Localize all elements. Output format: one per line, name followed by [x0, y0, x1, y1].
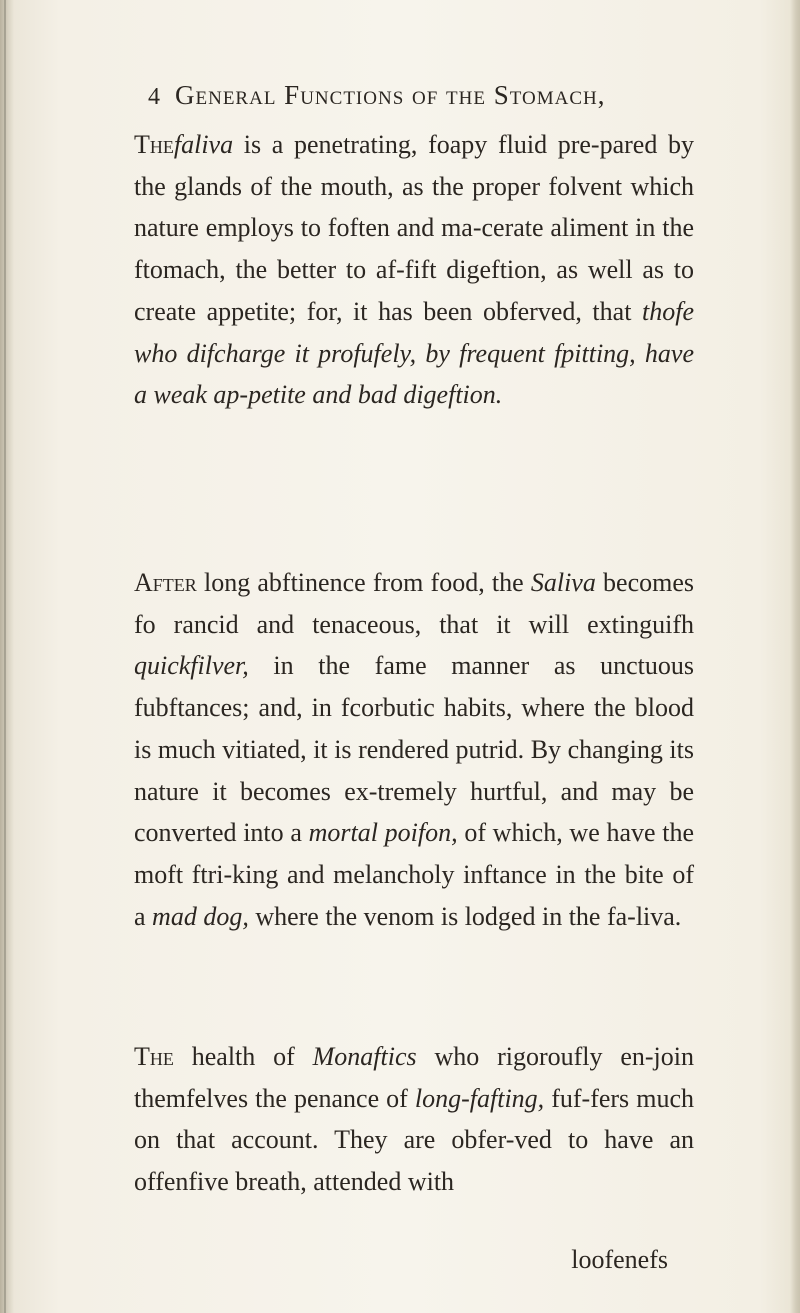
page-right-edge [790, 0, 800, 1313]
italic-term: faliva [173, 130, 234, 159]
italic-term: long-fafting, [414, 1083, 545, 1113]
paragraph-text: in the fame manner as unctuous fubftances; and, in fcorbutic habits, where the blood is much vitiated, it is rendered putrid. By changing its nature it becomes ex-tremely hurtful, and may be converted into a [134, 651, 694, 848]
paragraph-saliva-definition [112, 124, 694, 416]
italic-term: Saliva [530, 568, 596, 597]
italic-quote: thofe who difcharge it profufely, by frequent fpitting, have a weak ap-petite and bad digeftion. [134, 296, 694, 410]
paragraph-text: who rigoroufly en-join themfelves the penance of [134, 1042, 695, 1113]
page-binding-edge [0, 0, 14, 1313]
catchword: loofenefs [571, 1245, 668, 1274]
paragraph-text: health of [173, 1042, 313, 1071]
paragraph-text: fuf-fers much on that account. They are obfer-ved to have an offenfive breath, attended with [134, 1083, 694, 1197]
running-header [148, 80, 748, 111]
italic-term: mad dog, [152, 901, 249, 931]
paragraph-text: where the venom is lodged in the fa-liva. [248, 901, 682, 931]
paragraph-lead: The [134, 1042, 174, 1071]
paragraph-text: of which, we have the moft ftri-king and melancholy inftance in the bite of a [134, 818, 694, 931]
paragraph-monastics [112, 1036, 694, 1203]
page-number: 4 [148, 84, 161, 110]
binding-line [4, 0, 6, 1313]
paragraph-lead: The [134, 130, 174, 159]
paragraph-text: is a penetrating, foapy fluid pre-pared by the glands of the mouth, as the proper folvent which nature employs to foften and ma-cerate aliment in the ftomach, the better to af-fift digeftion, as well as to create appetite; for, it has been obferved, that [134, 130, 694, 326]
running-title: General Functions of the Stomach, [175, 80, 606, 110]
paragraph-text: long abftinence from food, the [196, 568, 531, 597]
paragraph-text: becomes fo rancid and tenaceous, that it will extinguifh [134, 568, 695, 639]
italic-term: quickfilver, [134, 651, 249, 681]
italic-term: Monaftics [312, 1042, 417, 1071]
paragraph-abstinence [112, 562, 694, 937]
paragraph-lead: After [134, 568, 197, 597]
italic-term: mortal poifon, [308, 818, 458, 848]
